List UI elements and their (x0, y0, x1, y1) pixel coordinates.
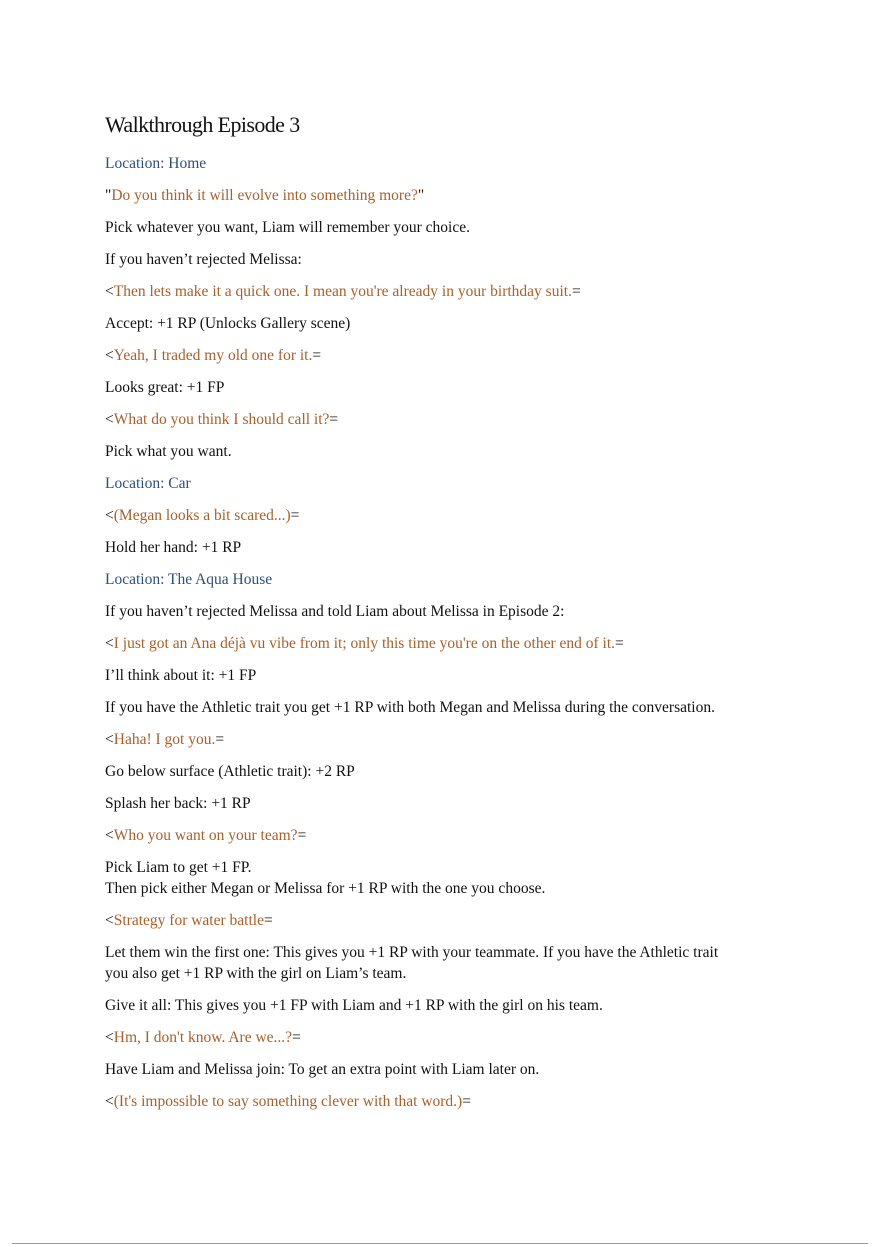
instruction-text: Give it all: This gives you +1 FP with Liam and +1 RP with the girl on his team. (105, 997, 603, 1014)
dialogue-line: Haha! I got you. (113, 731, 216, 748)
quote-suffix: = (297, 827, 307, 844)
quote-prefix: < (105, 1029, 114, 1046)
instruction-line: Then pick either Megan or Melissa for +1 RP with the one you choose. (105, 880, 546, 897)
quote-prefix: < (105, 731, 114, 748)
quote-prefix: < (105, 507, 114, 524)
dialogue-choice-prompt (105, 185, 745, 206)
instruction-text: If you haven’t rejected Melissa: (105, 251, 302, 268)
quote-prefix: < (105, 912, 114, 929)
instruction-text: Looks great: +1 FP (105, 379, 225, 396)
instruction-text: Accept: +1 RP (Unlocks Gallery scene) (105, 315, 351, 332)
dialogue-choice-prompt (105, 281, 745, 302)
dialogue-choice-prompt (105, 409, 745, 430)
quote-prefix: < (105, 1093, 114, 1110)
dialogue-line: (It's impossible to say something clever with that word.) (113, 1093, 463, 1110)
quote-suffix: " (417, 187, 425, 204)
quote-suffix: = (263, 912, 273, 929)
dialogue-choice-prompt (105, 910, 745, 931)
dialogue-line: Do you think it will evolve into something more? (111, 187, 418, 204)
dialogue-line: Who you want on your team? (113, 827, 298, 844)
dialogue-line: Hm, I don't know. Are we...? (113, 1029, 293, 1046)
instruction-text: Let them win the first one: This gives you +1 RP with your teammate. If you have the Athletic trait you also get +1 RP with the girl on Liam’s team. (105, 944, 719, 982)
dialogue-line: I just got an Ana déjà vu vibe from it; only this time you're on the other end of it. (113, 635, 616, 652)
walkthrough-content (105, 153, 745, 1112)
instruction-text: Go below surface (Athletic trait): +2 RP (105, 763, 355, 780)
quote-suffix: = (215, 731, 225, 748)
dialogue-choice-prompt (105, 1027, 745, 1048)
dialogue-line: (Megan looks a bit scared...) (113, 507, 291, 524)
instruction-text: Pick whatever you want, Liam will remember your choice. (105, 219, 470, 236)
quote-prefix: < (105, 283, 114, 300)
quote-suffix: = (290, 507, 300, 524)
instruction-text: If you have the Athletic trait you get +1 RP with both Megan and Melissa during the conversation. (105, 699, 715, 716)
quote-suffix: = (292, 1029, 301, 1046)
location-heading: Location: Car (105, 475, 191, 492)
dialogue-choice-prompt (105, 1091, 745, 1112)
quote-suffix: = (329, 411, 339, 428)
dialogue-line: What do you think I should call it? (113, 411, 330, 428)
instruction-text: If you haven’t rejected Melissa and told Liam about Melissa in Episode 2: (105, 603, 565, 620)
dialogue-choice-prompt (105, 345, 745, 366)
quote-suffix: = (462, 1093, 471, 1110)
dialogue-choice-prompt (105, 729, 745, 750)
instruction-line: Pick Liam to get +1 FP. (105, 859, 252, 876)
dialogue-choice-prompt (105, 633, 745, 654)
dialogue-choice-prompt (105, 825, 745, 846)
dialogue-choice-prompt (105, 505, 745, 526)
quote-suffix: = (571, 283, 581, 300)
dialogue-line: Then lets make it a quick one. I mean you're already in your birthday suit. (113, 283, 572, 300)
quote-prefix: < (105, 635, 114, 652)
instruction-paragraph (105, 857, 745, 899)
quote-prefix: < (105, 827, 114, 844)
document-page (105, 110, 745, 1123)
location-heading: Location: Home (105, 155, 207, 172)
footer-divider (12, 1243, 868, 1244)
instruction-text: Hold her hand: +1 RP (105, 539, 242, 556)
instruction-text: Pick what you want. (105, 443, 232, 460)
dialogue-line: Strategy for water battle (113, 912, 264, 929)
instruction-text: Have Liam and Melissa join: To get an extra point with Liam later on. (105, 1061, 540, 1078)
quote-suffix: = (615, 635, 624, 652)
instruction-text: Splash her back: +1 RP (105, 795, 251, 812)
page-title: Walkthrough Episode 3 (105, 112, 300, 137)
quote-prefix: < (105, 347, 114, 364)
instruction-text: I’ll think about it: +1 FP (105, 667, 257, 684)
quote-suffix: = (312, 347, 322, 364)
location-heading: Location: The Aqua House (105, 571, 273, 588)
quote-prefix: < (105, 411, 114, 428)
dialogue-line: Yeah, I traded my old one for it. (113, 347, 313, 364)
quote-prefix: " (105, 187, 112, 204)
